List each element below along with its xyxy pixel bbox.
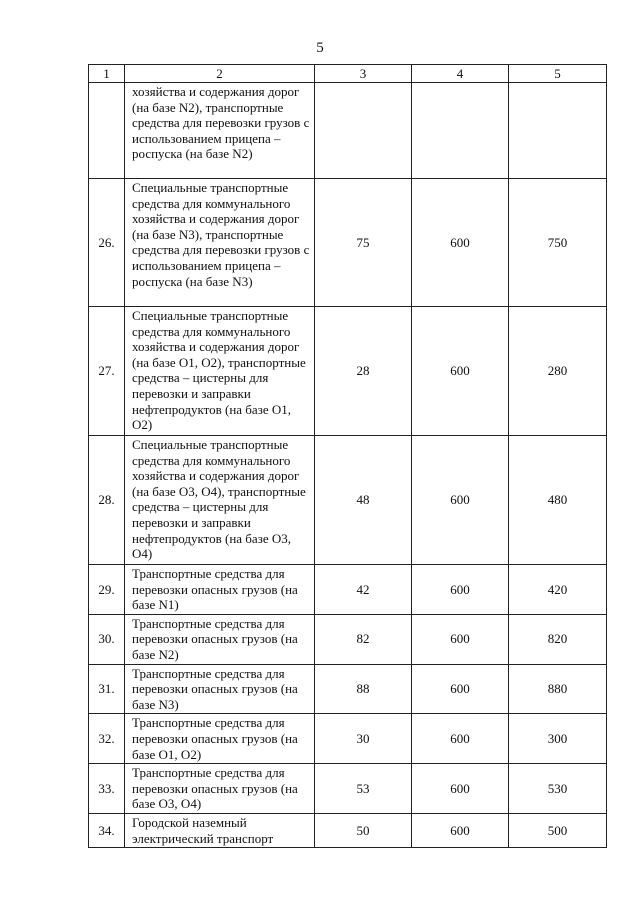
row-description: Специальные транспортные средства для коммунального хозяйства и содержания дорог (на базе O1, O2), транспортные средства – цистерны для перевозки и заправки нефтепродуктов (на базе O1, O2) bbox=[125, 307, 315, 436]
row-value-col3: 82 bbox=[315, 614, 412, 664]
row-number: 34. bbox=[89, 813, 125, 847]
row-value-col5: 280 bbox=[509, 307, 607, 436]
table-row bbox=[89, 307, 607, 436]
row-value-col4 bbox=[412, 83, 509, 179]
row-value-col3: 75 bbox=[315, 179, 412, 307]
row-number: 30. bbox=[89, 614, 125, 664]
header-cell-1: 1 bbox=[89, 65, 125, 83]
page-number: 5 bbox=[316, 40, 324, 56]
row-value-col4: 600 bbox=[412, 179, 509, 307]
row-value-col5: 420 bbox=[509, 565, 607, 615]
table-row bbox=[89, 179, 607, 307]
row-description: Специальные транспортные средства для коммунального хозяйства и содержания дорог (на базе N3), транспортные средства для перевозки грузов с использованием прицепа – роспуска (на базе N3) bbox=[125, 179, 315, 307]
row-number: 27. bbox=[89, 307, 125, 436]
row-number: 29. bbox=[89, 565, 125, 615]
table-row bbox=[89, 83, 607, 179]
row-number bbox=[89, 83, 125, 179]
row-value-col4: 600 bbox=[412, 307, 509, 436]
header-cell-2: 2 bbox=[125, 65, 315, 83]
row-value-col5 bbox=[509, 83, 607, 179]
table-row bbox=[89, 565, 607, 615]
row-value-col5: 880 bbox=[509, 664, 607, 714]
row-value-col3 bbox=[315, 83, 412, 179]
header-cell-5: 5 bbox=[509, 65, 607, 83]
table-row bbox=[89, 764, 607, 814]
row-description: Специальные транспортные средства для коммунального хозяйства и содержания дорог (на базе O3, O4), транспортные средства – цистерны для перевозки и заправки нефтепродуктов (на базе O3, O4) bbox=[125, 436, 315, 565]
row-value-col3: 50 bbox=[315, 813, 412, 847]
row-value-col3: 48 bbox=[315, 436, 412, 565]
row-description: хозяйства и содержания дорог (на базе N2), транспортные средства для перевозки грузов с использованием прицепа – роспуска (на базе N2) bbox=[125, 83, 315, 179]
row-value-col5: 480 bbox=[509, 436, 607, 565]
row-value-col4: 600 bbox=[412, 664, 509, 714]
row-value-col4: 600 bbox=[412, 565, 509, 615]
row-value-col3: 42 bbox=[315, 565, 412, 615]
row-number: 31. bbox=[89, 664, 125, 714]
tariff-table bbox=[88, 64, 607, 848]
row-value-col5: 530 bbox=[509, 764, 607, 814]
table-row bbox=[89, 614, 607, 664]
row-description: Транспортные средства для перевозки опасных грузов (на базе O3, O4) bbox=[125, 764, 315, 814]
row-value-col4: 600 bbox=[412, 436, 509, 565]
row-number: 33. bbox=[89, 764, 125, 814]
table-row bbox=[89, 436, 607, 565]
row-description: Транспортные средства для перевозки опасных грузов (на базе N3) bbox=[125, 664, 315, 714]
row-value-col4: 600 bbox=[412, 813, 509, 847]
row-number: 26. bbox=[89, 179, 125, 307]
row-description: Транспортные средства для перевозки опасных грузов (на базе N1) bbox=[125, 565, 315, 615]
row-value-col4: 600 bbox=[412, 614, 509, 664]
row-value-col3: 28 bbox=[315, 307, 412, 436]
table-header-row bbox=[89, 65, 607, 83]
row-number: 28. bbox=[89, 436, 125, 565]
row-value-col5: 820 bbox=[509, 614, 607, 664]
row-value-col5: 750 bbox=[509, 179, 607, 307]
row-number: 32. bbox=[89, 714, 125, 764]
row-description: Городской наземный электрический транспорт bbox=[125, 813, 315, 847]
row-value-col3: 53 bbox=[315, 764, 412, 814]
table-row bbox=[89, 714, 607, 764]
row-value-col5: 500 bbox=[509, 813, 607, 847]
row-description: Транспортные средства для перевозки опасных грузов (на базе N2) bbox=[125, 614, 315, 664]
row-value-col4: 600 bbox=[412, 714, 509, 764]
header-cell-3: 3 bbox=[315, 65, 412, 83]
table-row bbox=[89, 813, 607, 847]
row-description: Транспортные средства для перевозки опасных грузов (на базе O1, O2) bbox=[125, 714, 315, 764]
table-row bbox=[89, 664, 607, 714]
row-value-col5: 300 bbox=[509, 714, 607, 764]
row-value-col3: 30 bbox=[315, 714, 412, 764]
row-value-col4: 600 bbox=[412, 764, 509, 814]
row-value-col3: 88 bbox=[315, 664, 412, 714]
header-cell-4: 4 bbox=[412, 65, 509, 83]
